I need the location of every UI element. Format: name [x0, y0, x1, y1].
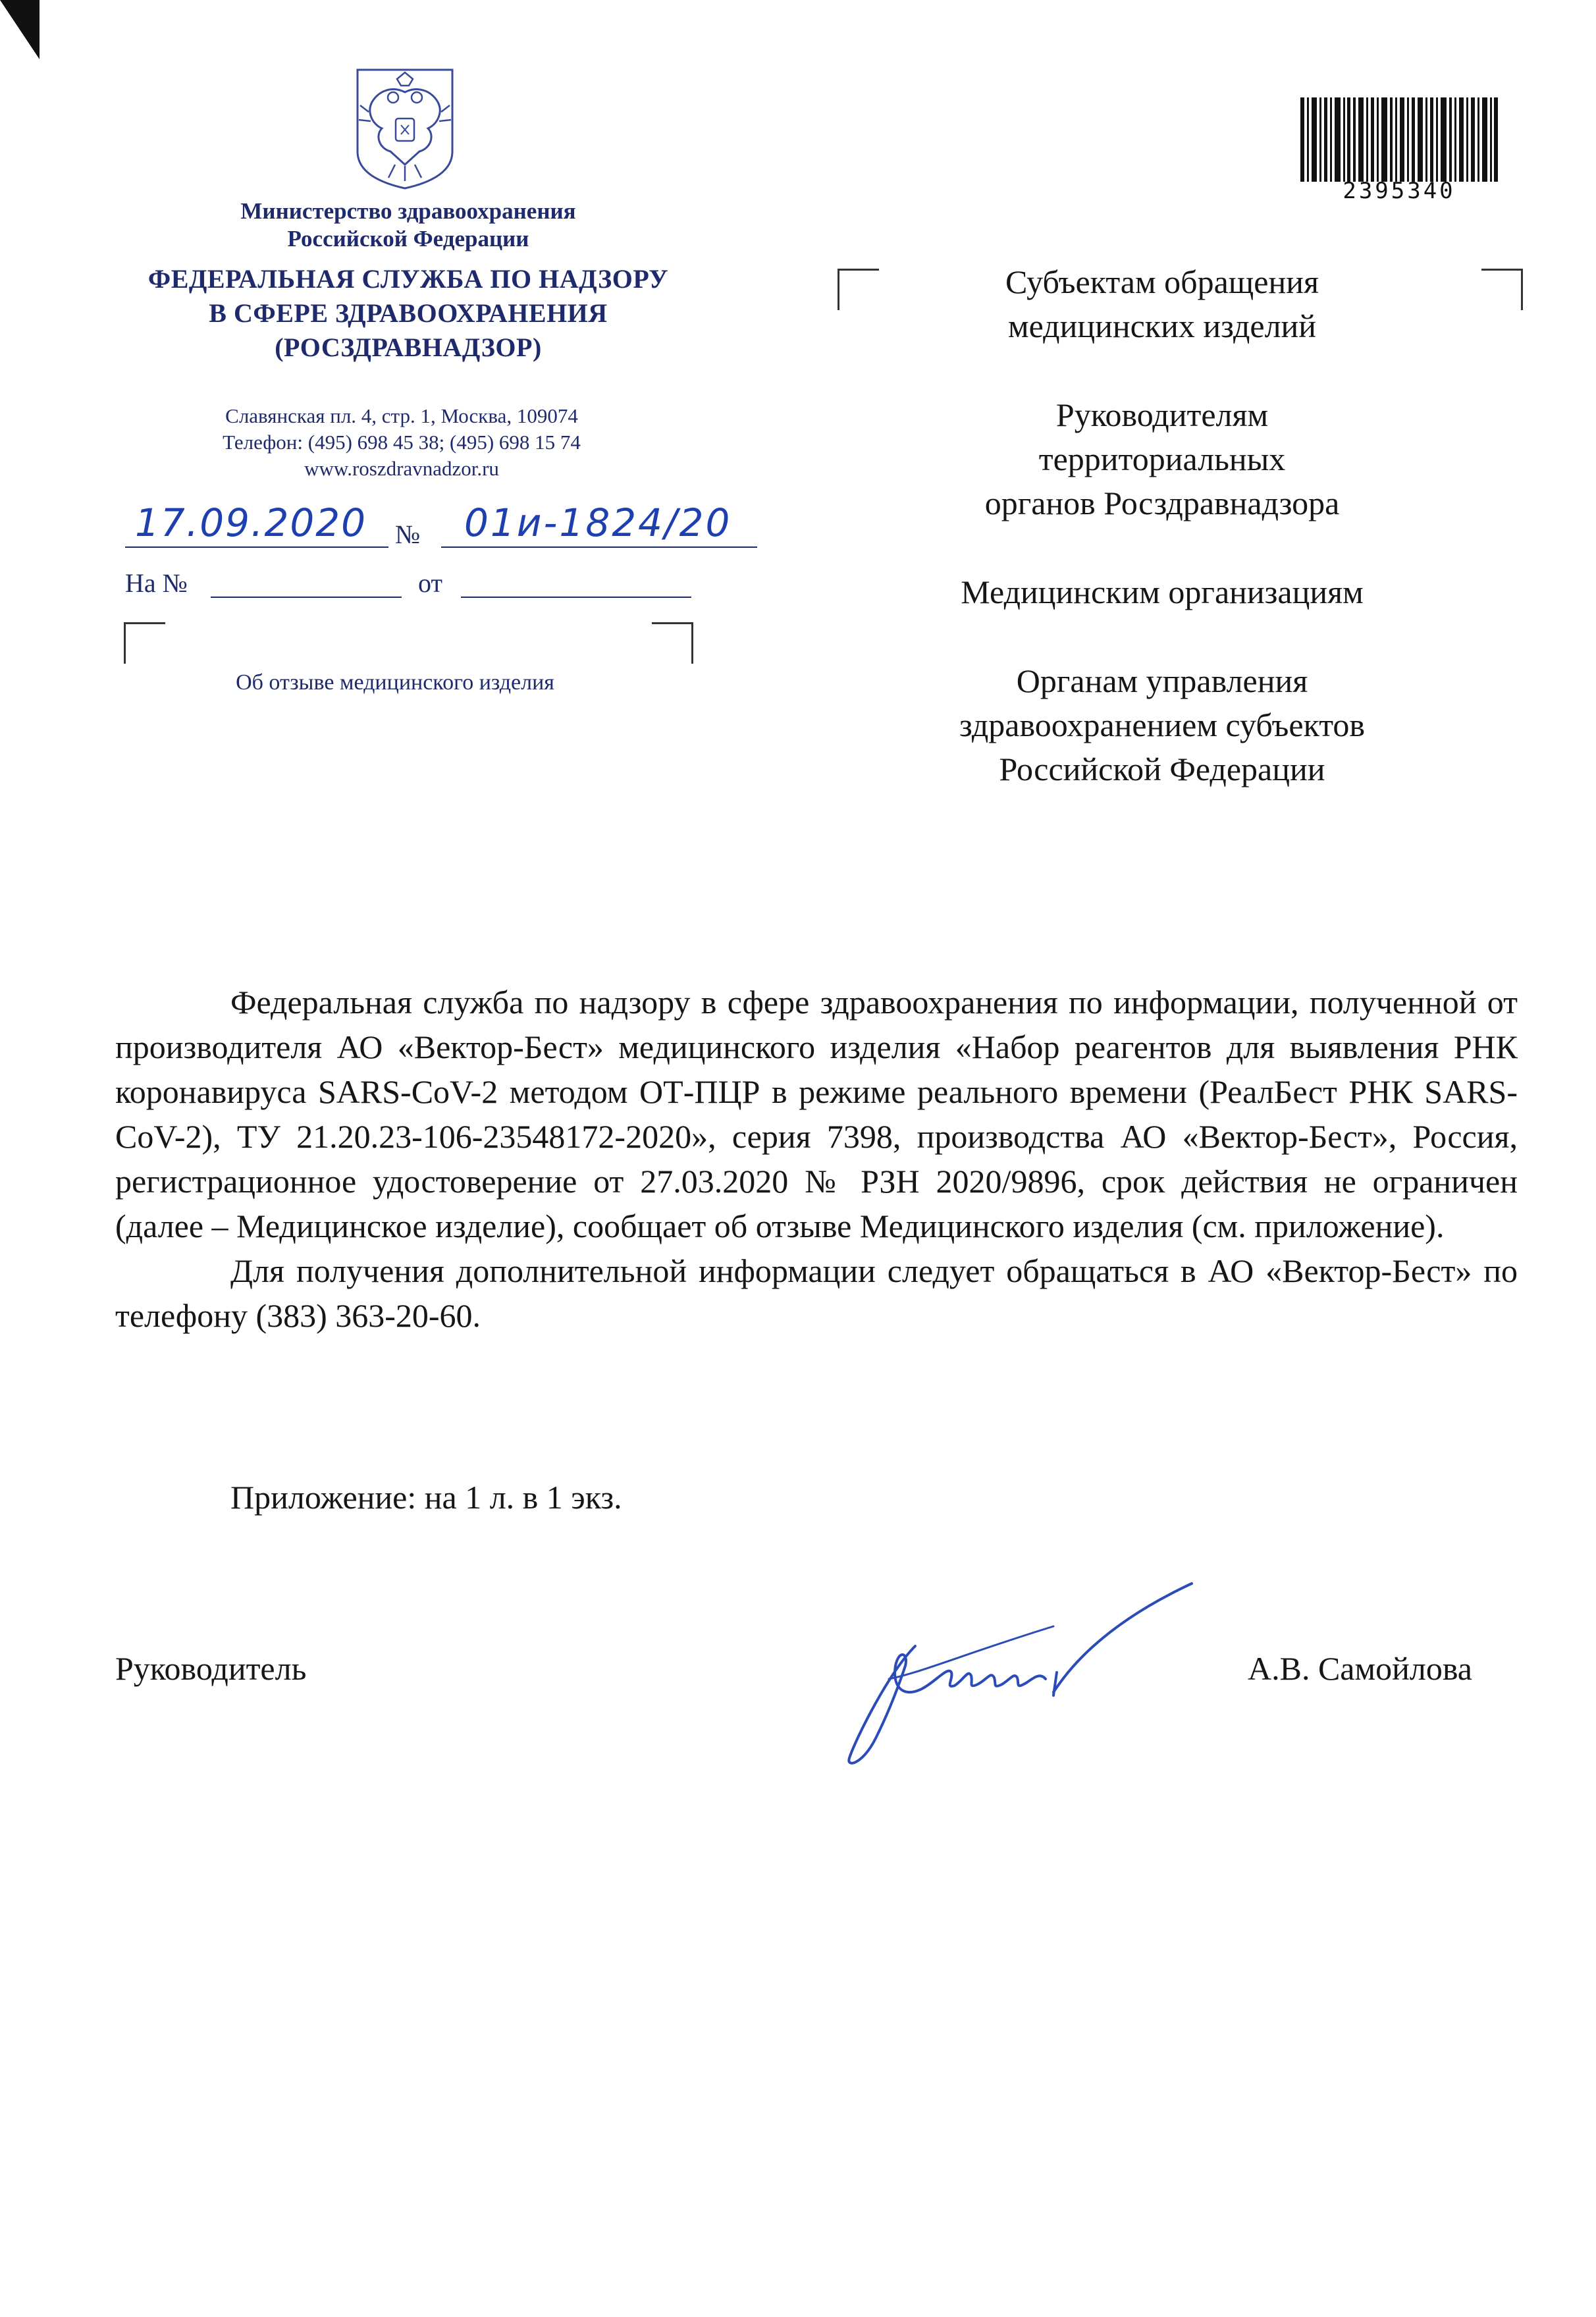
from-underline — [461, 597, 691, 598]
service-line-3: (РОСЗДРАВНАДЗОР) — [275, 333, 542, 362]
contact-block — [132, 403, 672, 482]
subject-bracket-right — [652, 622, 693, 664]
addressee-item — [889, 570, 1435, 614]
addressee-bracket-right — [1481, 269, 1523, 310]
website-text: www.roszdravnadzor.ru — [304, 457, 499, 480]
addressee-line: Субъектам обращения — [1005, 263, 1319, 300]
letter-body — [115, 980, 1518, 1338]
address-text: Славянская пл. 4, стр. 1, Москва, 109074 — [225, 404, 578, 427]
addressee-line: Руководителям — [1055, 396, 1269, 433]
addressee-list — [889, 260, 1435, 836]
appendix-note: Приложение: на 1 л. в 1 экз. — [230, 1479, 622, 1516]
ministry-line-1: Министерство здравоохранения — [240, 198, 576, 224]
service-line-2: В СФЕРЕ ЗДРАВООХРАНЕНИЯ — [209, 298, 608, 328]
service-name — [99, 262, 718, 365]
addressee-line: Российской Федерации — [999, 751, 1325, 787]
registration-line — [125, 500, 849, 553]
barcode-number: 2395340 — [1343, 178, 1456, 204]
addressee-item — [889, 659, 1435, 791]
reference-line — [125, 568, 705, 600]
addressee-line: здравоохранением субъектов — [959, 706, 1366, 743]
subject-line: Об отзыве медицинского изделия — [236, 670, 554, 695]
phone-text: Телефон: (495) 698 45 38; (495) 698 15 74 — [223, 431, 581, 454]
ref-underline — [211, 597, 402, 598]
addressee-line: медицинских изделий — [1007, 307, 1317, 344]
service-line-1: ФЕДЕРАЛЬНАЯ СЛУЖБА ПО НАДЗОРУ — [147, 264, 669, 294]
subject-bracket-left — [124, 622, 165, 664]
addressee-line: территориальных — [1038, 440, 1286, 477]
handwritten-number: 01и-1824/20 — [464, 500, 732, 545]
date-underline — [125, 546, 388, 548]
barcode-icon — [1300, 97, 1498, 182]
scan-corner-mark — [0, 0, 40, 59]
ministry-line-2: Российской Федерации — [287, 226, 529, 252]
ministry-name — [145, 198, 672, 253]
body-paragraph-1: Федеральная служба по надзору в сфере здравоохранения по информации, полученной от производителя АО «Вектор-Бест» медицинского изделия «Набор реагентов для выявления РНК коронавируса SARS-CoV-2 методом ОТ-ПЦР в режиме реального времени (РеалБест РНК SARS-CoV-2), ТУ 21.20.23-106-23548172-2020», серия 7398, производства АО «Вектор-Бест», Россия, регистрационное удостоверение от 27.03.2020 № РЗН 2020/9896, срок действия не ограничен (далее – Медицинское изделие), сообщает об отзыве Медицинского изделия (см. приложение). — [115, 984, 1518, 1244]
from-label: от — [418, 568, 442, 598]
addressee-line: органов Росздравнадзора — [984, 485, 1340, 521]
signature-image — [836, 1574, 1205, 1771]
emblem-icon — [352, 66, 458, 191]
number-sign: № — [395, 519, 421, 549]
signatory-role: Руководитель — [115, 1650, 307, 1687]
signatory-name: А.В. Самойлова — [1248, 1650, 1472, 1687]
body-paragraph-2: Для получения дополнительной информации следует обращаться в АО «Вектор-Бест» по телефону (383) 363-20-60. — [115, 1252, 1518, 1334]
ref-label: На № — [125, 568, 188, 598]
addressee-item — [889, 260, 1435, 348]
number-underline — [441, 546, 757, 548]
addressee-line: Органам управления — [1016, 662, 1308, 699]
handwritten-date: 17.09.2020 — [135, 500, 367, 545]
addressee-bracket-left — [838, 269, 879, 310]
addressee-line: Медицинским организациям — [961, 573, 1364, 610]
addressee-item — [889, 393, 1435, 525]
